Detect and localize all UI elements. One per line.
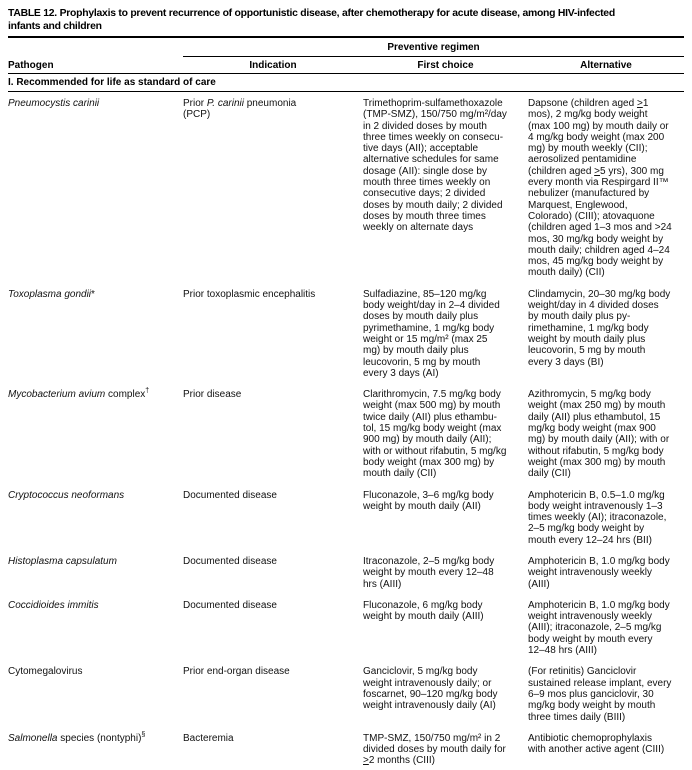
title-rule [8,36,684,38]
first-choice-cell: Fluconazole, 3–6 mg/kg body weight by mouth daily (AII) [363,489,494,512]
pathogen-cell: Pneumocystis carinii [8,98,100,109]
first-choice-cell: Trimethoprim-sulfamethoxazole (TMP-SMZ), 150/750 mg/m²/day in 2 divided doses by mouth three times weekly on consecu- tive days (AII); acceptable alternative schedules for same dosage (AII): single dose by mouth three times weekly on consecutive days; 2 divided doses by mouth daily; 2 divided doses by mouth three times weekly on alternate days [363,98,507,234]
pathogen-cell: Salmonella species (nontyphi)§ [8,731,146,744]
column-header-row [8,57,684,74]
table-row [8,389,684,479]
first-choice-cell: Ganciclovir, 5 mg/kg body weight intravenously daily; or foscarnet, 90–120 mg/kg body weight intravenously daily (AI) [363,666,498,712]
alternative-cell: Amphotericin B, 1.0 mg/kg body weight intravenously weekly (AIII) [528,555,670,590]
first-choice-cell: Sulfadiazine, 85–120 mg/kg body weight/day in 2–4 divided doses by mouth daily plus pyrimethamine, 1 mg/kg body weight or 15 mg/m² (max 25 mg) by mouth daily plus leucovorin, 5 mg by mouth every 3 days (AI) [363,288,500,379]
table-row [8,733,684,767]
first-choice-cell: Clarithromycin, 7.5 mg/kg body weight (max 500 mg) by mouth twice daily (AII) plus ethambu- tol, 15 mg/kg body weight (max 900 mg) by mouth daily (AII); with or without rifabutin, 5 mg/kg body weight (max 300 mg) by mouth daily (CII) [363,389,507,480]
pathogen-cell: Cytomegalovirus [8,666,83,678]
indication-cell: Documented disease [183,555,277,567]
alternative-cell: Antibiotic chemoprophylaxis with another active agent (CIII) [528,732,665,756]
alternative-cell: Dapsone (children aged >1 mos), 2 mg/kg body weight (max 100 mg) by mouth daily or 4 mg/kg body weight (max 200 mg) by mouth weekly (CII); aerosolized pentamidine (children aged >5 yrs), 300 mg every month via Respirgard II™ nebulizer (manufactured by Marquest, Englewood, Colorado) (CIII); atovaquone (children aged 1–3 mos and >24 mos, 30 mg/kg body weight by mouth daily; children aged 4–24 mos, 45 mg/kg body weight by mouth daily) (CII) [528,98,672,279]
table-row [8,666,684,722]
column-header-first-choice: First choice [417,60,474,71]
indication-cell: Prior end-organ disease [183,666,290,678]
indication-cell: Prior toxoplasmic encephalitis [183,288,316,300]
first-choice-cell: TMP-SMZ, 150/750 mg/m² in 2 divided doses by mouth daily for >2 months (CIII) [363,732,506,767]
column-header-alternative: Alternative [580,60,632,71]
first-choice-cell: Fluconazole, 6 mg/kg body weight by mouth daily (AIII) [363,599,484,623]
indication-cell: Bacteremia [183,732,234,744]
pathogen-cell: Mycobacterium avium complex† [8,387,150,401]
table-row [8,289,684,379]
pathogen-cell: Histoplasma capsulatum [8,555,117,567]
preventive-regimen-label: Preventive regimen [183,40,684,57]
pathogen-cell: Cryptococcus neoformans [8,489,125,501]
indication-cell: Prior disease [183,389,242,401]
column-header-indication: Indication [249,60,297,71]
indication-cell: Documented disease [183,599,277,611]
table-row [8,490,684,546]
section-heading: I. Recommended for life as standard of care [8,74,684,92]
preventive-regimen-header-row [8,40,684,57]
alternative-cell: Clindamycin, 20–30 mg/kg body weight/day in 4 divided doses by mouth daily plus py- rimethamine, 1 mg/kg body weight by mouth daily plus leucovorin, 5 mg by mouth every 3 days (BI) [528,288,671,368]
pathogen-cell: Toxoplasma gondii* [8,288,95,300]
pathogen-cell: Coccidioides immitis [8,599,99,611]
table-row [8,600,684,656]
alternative-cell: Amphotericin B, 1.0 mg/kg body weight intravenously weekly (AIII); itraconazole, 2–5 mg/kg body weight by mouth every 12–48 hrs (AIII) [528,599,670,657]
table-row [8,98,684,279]
table-row [8,556,684,590]
first-choice-cell: Itraconazole, 2–5 mg/kg body weight by mouth every 12–48 hrs (AIII) [363,555,495,590]
table-body [8,92,684,767]
alternative-cell: Amphotericin B, 0.5–1.0 mg/kg body weight intravenously 1–3 times weekly (AI); itraconazole, 2–5 mg/kg body weight by mouth every 12–24 hrs (BII) [528,489,667,546]
indication-cell: Prior P. carinii pneumonia (PCP) [183,98,297,121]
indication-cell: Documented disease [183,489,277,501]
table-title: TABLE 12. Prophylaxis to prevent recurrence of opportunistic disease, after chemotherapy for acute disease, among HIV-infected infants and children [8,8,615,32]
alternative-cell: (For retinitis) Ganciclovir sustained release implant, every 6–9 mos plus ganciclovir, 30 mg/kg body weight by mouth three times daily (BIII) [528,666,672,723]
alternative-cell: Azithromycin, 5 mg/kg body weight (max 250 mg) by mouth daily (AII) plus ethambutol, 15 mg/kg body weight (max 900 mg) by mouth daily (AII); with or without rifabutin, 5 mg/kg body weight (max 300 mg) by mouth daily (CII) [528,389,670,480]
column-header-pathogen: Pathogen [8,60,54,71]
header-spacer [8,40,183,57]
